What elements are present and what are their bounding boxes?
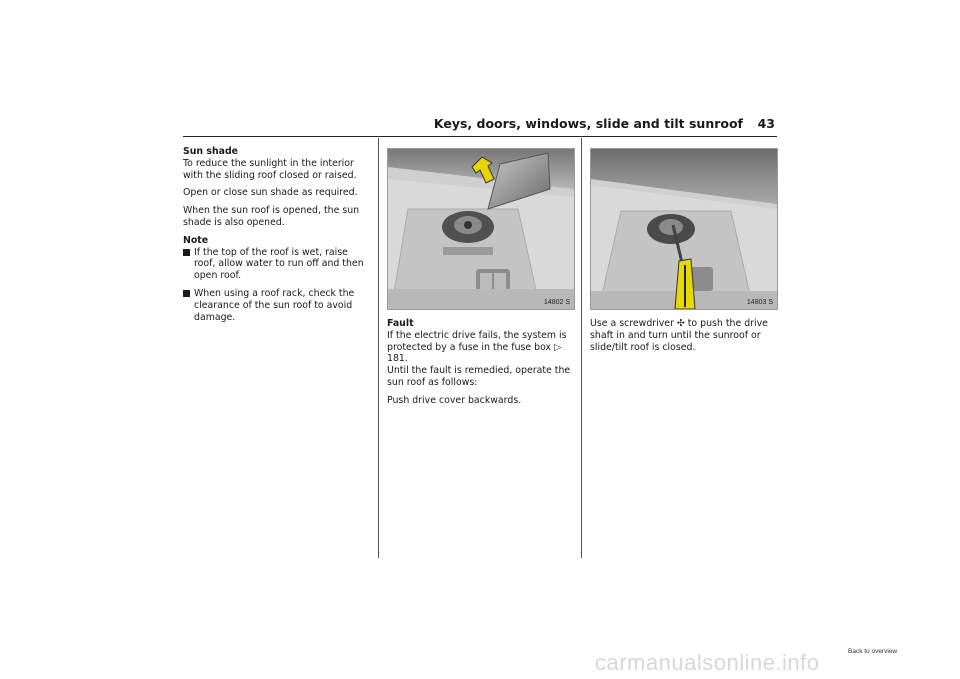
note-list: [183, 247, 371, 324]
screwdriver-paragraph-part-2: to push the drive shaft in and turn until the sunroof or slide/tilt roof is closed.: [590, 318, 768, 353]
screwdriver-illustration: [591, 149, 777, 309]
sun-shade-paragraph-2: Open or close sun shade as required.: [183, 187, 358, 199]
fault-page-reference: 181.: [387, 353, 408, 365]
bullet-square-icon: [183, 249, 190, 256]
page-reference-icon: ▷: [554, 341, 562, 353]
screwdriver-photo: [590, 148, 778, 310]
column-screwdriver: [590, 318, 778, 359]
column-fault: [387, 318, 575, 413]
sun-shade-paragraph-1: To reduce the sunlight in the interior with the sliding roof closed or raised.: [183, 157, 357, 181]
watermark: carmanualsonline.info: [595, 650, 820, 675]
fault-heading: Fault: [387, 318, 414, 329]
photo-id-label: 14802 S: [543, 299, 570, 306]
drive-cover-illustration: [388, 149, 574, 309]
page-header: [183, 116, 777, 137]
fault-paragraph-part-1: If the electric drive fails, the system is protected by a fuse in the fuse box: [387, 329, 567, 353]
note-heading: Note: [183, 234, 209, 246]
bullet-square-icon: [183, 290, 190, 297]
back-to-overview-link[interactable]: Back to overview: [848, 648, 898, 655]
column-divider-1: [378, 138, 379, 558]
fault-paragraph-part-2: Until the fault is remedied, operate the sun roof as follows:: [387, 365, 571, 388]
sun-shade-heading: Sun shade: [183, 146, 239, 157]
photo-id-label: 14803 S: [746, 299, 773, 306]
header-title: Keys, doors, windows, slide and tilt sunroof: [433, 116, 743, 131]
fault-paragraph-2: Push drive cover backwards.: [387, 394, 522, 406]
sun-shade-paragraph-3: When the sun roof is opened, the sun shade is also opened.: [183, 205, 360, 228]
list-item: When using a roof rack, check the clearance of the sun roof to avoid damage.: [183, 288, 371, 323]
page-number: 43: [757, 116, 775, 131]
list-item: If the top of the roof is wet, raise roof, allow water to run off and then open roof.: [183, 247, 371, 282]
screwdriver-paragraph-part-1: Use a screwdriver: [590, 318, 677, 329]
column-divider-2: [581, 138, 582, 558]
column-sun-shade: [183, 146, 371, 329]
drive-cover-photo: [387, 148, 575, 310]
tool-symbol-icon: ✣: [676, 318, 685, 329]
